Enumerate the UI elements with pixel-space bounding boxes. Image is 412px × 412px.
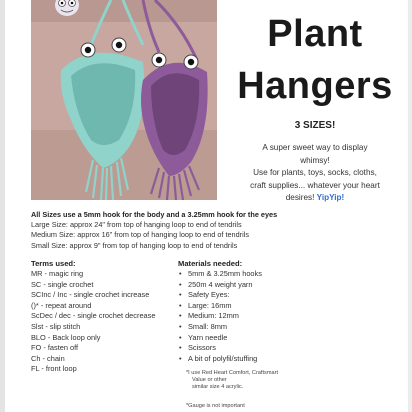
material-item: • Medium: 12mm	[179, 311, 239, 321]
term-item: Ch - chain	[31, 353, 65, 363]
yipyip-highlight: YipYip!	[316, 193, 345, 202]
description-line: craft supplies... whatever your heart	[250, 180, 380, 190]
title-line-hangers: Hangers	[237, 65, 393, 107]
material-item: • A bit of polyfil/stuffing	[179, 353, 258, 363]
description	[224, 142, 406, 205]
title-block	[222, 8, 408, 112]
title-line-plant: Plant	[267, 13, 363, 55]
material-item: • 5mm & 3.25mm hooks	[179, 269, 262, 278]
terms-heading: Terms used:	[31, 259, 76, 268]
yarn-note-line: similar size 4 acrylic.	[192, 384, 244, 391]
bullet-icon: •	[179, 269, 182, 278]
description-desires: desires!	[285, 193, 315, 202]
sizing-section	[31, 210, 403, 251]
term-item: FL - front loop	[31, 364, 77, 374]
term-item: MR - magic ring	[31, 269, 84, 278]
plant-hanger-photo-illustration	[31, 0, 217, 200]
materials-list	[178, 269, 288, 364]
page-right-edge	[408, 0, 412, 412]
materials-heading: Materials needed:	[178, 259, 243, 268]
term-item: ScDec / dec - single crochet decrease	[31, 311, 156, 321]
page-left-edge	[0, 0, 5, 412]
bullet-icon: •	[179, 353, 182, 363]
term-item: SC - single crochet	[31, 279, 94, 289]
description-line-last	[224, 192, 406, 205]
description-line: A super sweet way to display	[262, 143, 368, 152]
sizing-medium: Medium Size: approx 16" from top of hanging loop to end of tendrils	[31, 230, 249, 240]
sizing-small: Small Size: approx 9" from top of hanging loop to end of tendrils	[31, 240, 238, 250]
bullet-icon: •	[179, 300, 182, 310]
bullet-icon: •	[179, 279, 182, 289]
bullet-icon: •	[179, 311, 182, 321]
material-item: • Scissors	[179, 343, 216, 353]
term-item: FO - fasten off	[31, 343, 79, 353]
product-photo	[31, 0, 217, 200]
material-item: • 250m 4 weight yarn	[179, 279, 253, 289]
term-item: SCInc / Inc - single crochet increase	[31, 290, 150, 300]
material-item: • Large: 16mm	[179, 300, 232, 310]
gauge-note: *Gauge is not important	[186, 403, 245, 409]
description-line: whimsy!	[300, 155, 330, 165]
sizing-heading: All Sizes use a 5mm hook for the body and a 3.25mm hook for the eyes	[31, 210, 278, 219]
bullet-icon: •	[179, 321, 182, 331]
bullet-icon: •	[179, 290, 182, 300]
term-item: BLO - Back loop only	[31, 332, 101, 342]
yarn-note-line: Value or other	[192, 377, 227, 384]
sizing-large: Large Size: approx 24" from top of hanging loop to end of tendrils	[31, 220, 242, 230]
sizes-badge: 3 SIZES!	[294, 120, 336, 131]
bullet-icon: •	[179, 343, 182, 353]
bullet-icon: •	[179, 332, 182, 342]
material-item: • Small: 8mm	[179, 321, 228, 331]
material-item: • Yarn needle	[179, 332, 228, 342]
yarn-note	[186, 370, 296, 392]
term-item: Slst - slip stitch	[31, 321, 81, 331]
material-item: • Safety Eyes:	[179, 290, 230, 300]
description-line: Use for plants, toys, socks, cloths,	[253, 168, 377, 177]
terms-list	[31, 269, 176, 375]
yarn-note-line: *I use Red Heart Comfort, Craftsmart	[186, 370, 279, 376]
term-item: ()* - repeat around	[31, 300, 92, 310]
